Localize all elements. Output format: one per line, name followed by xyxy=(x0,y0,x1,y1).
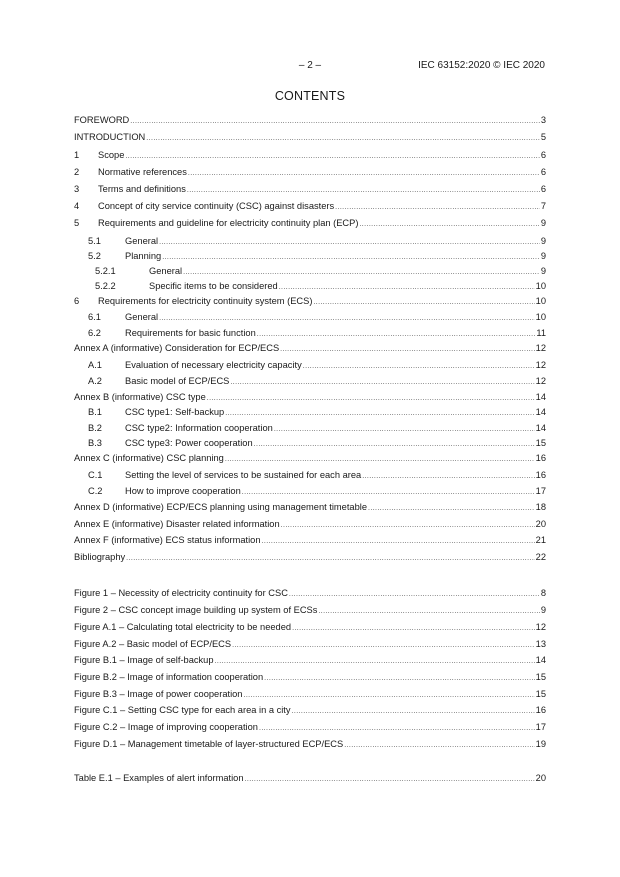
dot-leader xyxy=(146,132,540,146)
table-list-entry[interactable] xyxy=(74,771,546,785)
entry-page-number: 14 xyxy=(535,392,546,402)
dot-leader xyxy=(259,722,535,736)
entry-title: Bibliography xyxy=(74,552,126,562)
toc-entry[interactable] xyxy=(74,390,546,404)
figure-list-entry[interactable] xyxy=(74,703,546,717)
figure-list-entry[interactable] xyxy=(74,620,546,634)
entry-page-number: 9 xyxy=(540,236,546,246)
entry-title: Annex D (informative) ECP/ECS planning using management timetable xyxy=(74,502,367,512)
entry-title: Annex C (informative) CSC planning xyxy=(74,453,224,463)
entry-page-number: 6 xyxy=(540,167,546,177)
dot-leader xyxy=(262,535,535,549)
entry-title: Concept of city service continuity (CSC) against disasters xyxy=(98,201,335,211)
entry-title: Figure 1 – Necessity of electricity continuity for CSC xyxy=(74,588,288,598)
entry-page-number: 15 xyxy=(535,689,546,699)
entry-title: Figure D.1 – Management timetable of layer-structured ECP/ECS xyxy=(74,739,344,749)
dot-leader xyxy=(274,423,535,437)
entry-number: B.3 xyxy=(88,438,102,448)
dot-leader xyxy=(207,392,535,406)
entry-page-number: 16 xyxy=(535,705,546,715)
toc-entry[interactable] xyxy=(74,533,546,547)
figure-list-entry[interactable] xyxy=(74,603,546,617)
toc-entry[interactable] xyxy=(74,484,546,498)
entry-title: CSC type3: Power cooperation xyxy=(125,438,253,448)
entry-page-number: 16 xyxy=(535,470,546,480)
toc-entry[interactable] xyxy=(74,216,546,230)
entry-number: C.2 xyxy=(88,486,103,496)
entry-page-number: 6 xyxy=(540,150,546,160)
entry-page-number: 8 xyxy=(540,588,546,598)
entry-number: A.1 xyxy=(88,360,102,370)
entry-title: Scope xyxy=(98,150,125,160)
entry-title: Figure B.3 – Image of power cooperation xyxy=(74,689,243,699)
entry-page-number: 6 xyxy=(540,184,546,194)
entry-page-number: 18 xyxy=(535,502,546,512)
entry-page-number: 12 xyxy=(535,376,546,386)
entry-title: Figure A.2 – Basic model of ECP/ECS xyxy=(74,639,232,649)
figure-list-entry[interactable] xyxy=(74,687,546,701)
entry-page-number: 9 xyxy=(540,218,546,228)
figure-list-entry[interactable] xyxy=(74,586,546,600)
entry-page-number: 5 xyxy=(540,132,546,142)
toc-entry[interactable] xyxy=(74,165,546,179)
entry-page-number: 10 xyxy=(535,281,546,291)
entry-title: Planning xyxy=(125,251,162,261)
figure-list-entry[interactable] xyxy=(74,653,546,667)
entry-page-number: 14 xyxy=(535,407,546,417)
entry-title: Figure 2 – CSC concept image building up system of ECSs xyxy=(74,605,318,615)
dot-leader xyxy=(313,296,534,310)
entry-title: Requirements for electricity continuity system (ECS) xyxy=(98,296,313,306)
entry-page-number: 17 xyxy=(535,486,546,496)
toc-entry[interactable] xyxy=(74,182,546,196)
entry-title: Specific items to be considered xyxy=(149,281,278,291)
entry-number: 6 xyxy=(74,296,80,306)
entry-number: A.2 xyxy=(88,376,102,386)
entry-page-number: 3 xyxy=(540,115,546,125)
entry-page-number: 20 xyxy=(535,519,546,529)
entry-page-number: 12 xyxy=(535,343,546,353)
toc-entry[interactable] xyxy=(74,341,546,355)
toc-entry[interactable] xyxy=(74,421,546,435)
entry-title: CSC type1: Self-backup xyxy=(125,407,225,417)
entry-title: INTRODUCTION xyxy=(74,132,146,142)
entry-number: 5.2.2 xyxy=(95,281,116,291)
dot-leader xyxy=(292,622,535,636)
dot-leader xyxy=(362,470,534,484)
toc-entry[interactable] xyxy=(74,279,546,293)
entry-title: Annex A (informative) Consideration for ECP/ECS xyxy=(74,343,280,353)
entry-page-number: 10 xyxy=(535,296,546,306)
dot-leader xyxy=(126,552,534,566)
dot-leader xyxy=(225,407,534,421)
entry-title: Figure A.1 – Calculating total electricity to be needed xyxy=(74,622,292,632)
figure-list-entry[interactable] xyxy=(74,720,546,734)
entry-page-number: 21 xyxy=(535,535,546,545)
dot-leader xyxy=(230,376,534,390)
entry-title: Annex F (informative) ECS status information xyxy=(74,535,261,545)
entry-number: 1 xyxy=(74,150,80,160)
entry-number: B.2 xyxy=(88,423,102,433)
entry-page-number: 19 xyxy=(535,739,546,749)
entry-page-number: 9 xyxy=(540,251,546,261)
dot-leader xyxy=(257,328,536,342)
dot-leader xyxy=(303,360,535,374)
dot-leader xyxy=(335,201,540,215)
dot-leader xyxy=(359,218,539,232)
entry-title: Requirements and guideline for electricity continuity plan (ECP) xyxy=(98,218,359,228)
entry-number: 4 xyxy=(74,201,80,211)
entry-page-number: 16 xyxy=(535,453,546,463)
toc-entry[interactable] xyxy=(74,234,546,248)
entry-number: 2 xyxy=(74,167,80,177)
dot-leader xyxy=(279,281,535,295)
entry-page-number: 17 xyxy=(535,722,546,732)
dot-leader xyxy=(242,486,535,500)
entry-title: Terms and definitions xyxy=(98,184,186,194)
entry-number: 3 xyxy=(74,184,80,194)
toc-entry[interactable] xyxy=(74,294,546,308)
toc-entry[interactable] xyxy=(74,113,546,127)
entry-page-number: 9 xyxy=(540,605,546,615)
dot-leader xyxy=(130,115,540,129)
entry-page-number: 9 xyxy=(540,266,546,276)
toc-entry[interactable] xyxy=(74,326,546,340)
entry-number: 5.1 xyxy=(88,236,101,246)
entry-title: Annex B (informative) CSC type xyxy=(74,392,206,402)
entry-title: General xyxy=(149,266,183,276)
toc-entry[interactable] xyxy=(74,374,546,388)
entry-page-number: 14 xyxy=(535,655,546,665)
dot-leader xyxy=(281,519,535,533)
entry-number: 6.1 xyxy=(88,312,101,322)
entry-number: B.1 xyxy=(88,407,102,417)
entry-page-number: 7 xyxy=(540,201,546,211)
entry-title: Figure C.2 – Image of improving cooperation xyxy=(74,722,258,732)
entry-page-number: 10 xyxy=(535,312,546,322)
toc-entry[interactable] xyxy=(74,550,546,564)
toc-entry[interactable] xyxy=(74,264,546,278)
dot-leader xyxy=(254,438,535,452)
entry-number: C.1 xyxy=(88,470,103,480)
entry-title: General xyxy=(125,236,159,246)
entry-title: Figure C.1 – Setting CSC type for each area in a city xyxy=(74,705,291,715)
entry-page-number: 11 xyxy=(536,328,546,338)
toc-entry[interactable] xyxy=(74,451,546,465)
dot-leader xyxy=(162,251,540,265)
entry-page-number: 13 xyxy=(535,639,546,649)
entry-number: 5.2 xyxy=(88,251,101,261)
entry-page-number: 20 xyxy=(535,773,546,783)
dot-leader xyxy=(243,689,534,703)
contents-title: CONTENTS xyxy=(274,89,346,103)
dot-leader xyxy=(188,167,540,181)
figure-list-entry[interactable] xyxy=(74,637,546,651)
dot-leader xyxy=(187,184,540,198)
toc-entry[interactable] xyxy=(74,310,546,324)
entry-page-number: 15 xyxy=(535,438,546,448)
entry-title: Basic model of ECP/ECS xyxy=(125,376,230,386)
dot-leader xyxy=(318,605,539,619)
toc-entry[interactable] xyxy=(74,199,546,213)
dot-leader xyxy=(368,502,535,516)
dot-leader xyxy=(159,312,535,326)
entry-title: CSC type2: Information cooperation xyxy=(125,423,273,433)
entry-title: Evaluation of necessary electricity capacity xyxy=(125,360,302,370)
dot-leader xyxy=(125,150,539,164)
entry-title: Figure B.2 – Image of information cooperation xyxy=(74,672,264,682)
toc-entry[interactable] xyxy=(74,468,546,482)
dot-leader xyxy=(225,453,535,467)
page-number: – 2 – xyxy=(298,60,322,71)
dot-leader xyxy=(292,705,535,719)
entry-page-number: 12 xyxy=(535,360,546,370)
entry-number: 5 xyxy=(74,218,80,228)
toc-entry[interactable] xyxy=(74,517,546,531)
entry-title: General xyxy=(125,312,159,322)
entry-title: Normative references xyxy=(98,167,187,177)
toc-entry[interactable] xyxy=(74,148,546,162)
entry-title: Setting the level of services to be sustained for each area xyxy=(125,470,362,480)
dot-leader xyxy=(245,773,535,787)
dot-leader xyxy=(159,236,540,250)
toc-entry[interactable] xyxy=(74,130,546,144)
dot-leader xyxy=(289,588,540,602)
dot-leader xyxy=(232,639,535,653)
dot-leader xyxy=(215,655,535,669)
entry-number: 5.2.1 xyxy=(95,266,116,276)
entry-title: Figure B.1 – Image of self-backup xyxy=(74,655,214,665)
entry-page-number: 12 xyxy=(535,622,546,632)
dot-leader xyxy=(280,343,535,357)
toc-entry[interactable] xyxy=(74,436,546,450)
entry-page-number: 15 xyxy=(535,672,546,682)
figure-list-entry[interactable] xyxy=(74,670,546,684)
entry-title: FOREWORD xyxy=(74,115,130,125)
toc-entry[interactable] xyxy=(74,405,546,419)
toc-entry[interactable] xyxy=(74,249,546,263)
entry-number: 6.2 xyxy=(88,328,101,338)
figure-list-entry[interactable] xyxy=(74,737,546,751)
toc-entry[interactable] xyxy=(74,500,546,514)
dot-leader xyxy=(183,266,540,280)
entry-title: Table E.1 – Examples of alert information xyxy=(74,773,244,783)
toc-entry[interactable] xyxy=(74,358,546,372)
entry-title: Annex E (informative) Disaster related information xyxy=(74,519,280,529)
dot-leader xyxy=(344,739,534,753)
dot-leader xyxy=(264,672,535,686)
entry-page-number: 22 xyxy=(535,552,546,562)
entry-title: How to improve cooperation xyxy=(125,486,241,496)
entry-page-number: 14 xyxy=(535,423,546,433)
entry-title: Requirements for basic function xyxy=(125,328,256,338)
document-id: IEC 63152:2020 © IEC 2020 xyxy=(418,60,545,71)
